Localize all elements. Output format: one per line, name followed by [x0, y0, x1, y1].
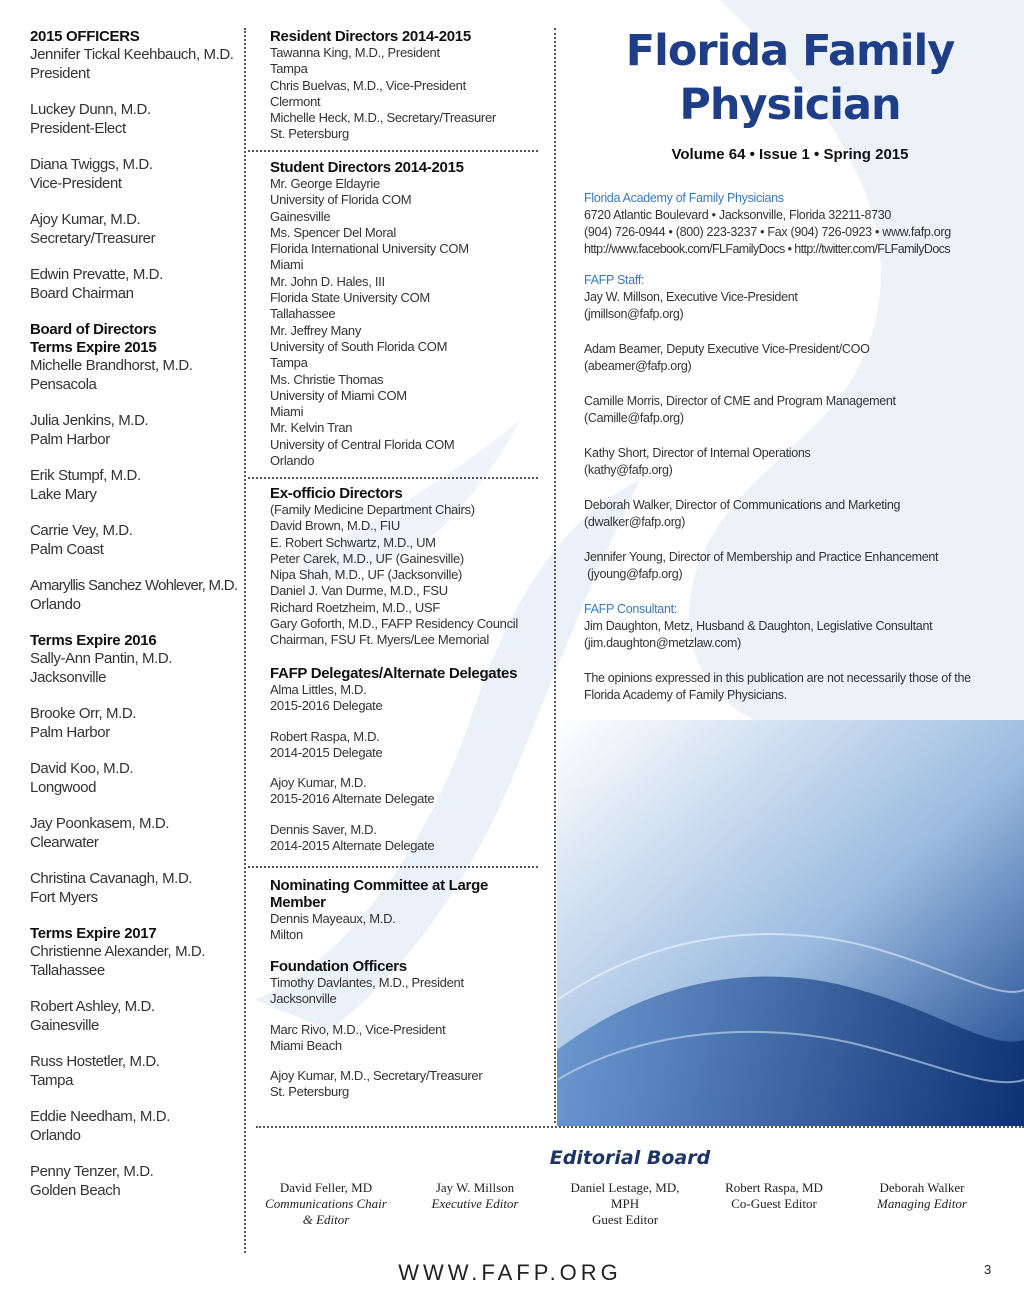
director-city: Tallahassee: [30, 961, 105, 979]
academy-address: 6720 Atlantic Boulevard • Jacksonville, Florida 32211-8730: [584, 208, 892, 222]
officer-block: [30, 211, 242, 248]
director-city: Longwood: [30, 778, 97, 796]
student-line: Tallahassee: [270, 306, 336, 322]
director-name: Carrie Vey, M.D.: [30, 522, 133, 539]
editor-jay-millson: [410, 1180, 540, 1212]
editor-role: & Editor: [302, 1212, 350, 1227]
director-name: Brooke Orr, M.D.: [30, 705, 137, 722]
foundation-city: Jacksonville: [270, 991, 337, 1007]
ex-officio-line: (Family Medicine Department Chairs): [270, 502, 475, 517]
resident-directors-heading: Resident Directors 2014-2015: [270, 28, 471, 45]
delegate-role: 2014-2015 Delegate: [270, 744, 383, 760]
resident-line: Tampa: [270, 61, 308, 77]
delegate-name: Dennis Saver, M.D.: [270, 821, 377, 837]
director-city: Pensacola: [30, 375, 97, 393]
nominating-heading: Nominating Committee at Large: [270, 877, 488, 894]
consultant-name: Jim Daughton, Metz, Husband & Daughton, Legislative Consultant: [584, 619, 933, 633]
academy-info-column: [584, 190, 1004, 704]
director-name: Robert Ashley, M.D.: [30, 998, 155, 1015]
director-block: [30, 998, 242, 1035]
student-line: Mr. George Eldayrie: [270, 176, 380, 191]
ex-officio-line: Gary Goforth, M.D., FAFP Residency Council: [270, 616, 518, 632]
editor-name: David Feller, MD: [279, 1180, 373, 1195]
middle-column-divider: [554, 28, 556, 1123]
officer-role: President-Elect: [30, 119, 126, 137]
director-block: [30, 412, 242, 449]
staff-email: (Camille@fafp.org): [584, 411, 684, 425]
editor-daniel-lestage: [556, 1180, 694, 1228]
student-line: Mr. Jeffrey Many: [270, 322, 362, 338]
director-block: [30, 815, 242, 852]
director-block: [30, 1108, 242, 1145]
ex-officio-line: Nipa Shah, M.D., UF (Jacksonville): [270, 567, 463, 583]
staff-email: (jmillson@fafp.org): [584, 307, 684, 321]
officer-name: Luckey Dunn, M.D.: [30, 101, 151, 118]
director-name: Michelle Brandhorst, M.D.: [30, 357, 193, 374]
magazine-title-line-2: Physician: [679, 80, 901, 130]
director-block: [30, 925, 242, 980]
nominating-section: [270, 877, 545, 944]
terms-heading: Terms Expire 2015: [30, 339, 157, 356]
resident-line: St. Petersburg: [270, 126, 349, 142]
page-number: 3: [984, 1262, 992, 1277]
director-block: [30, 870, 242, 907]
editor-role: MPH: [610, 1196, 640, 1211]
officers-directors-column: [30, 28, 242, 1200]
foundation-name: Timothy Davlantes, M.D., President: [270, 975, 464, 990]
academy-social: http://www.facebook.com/FLFamilyDocs • http://twitter.com/FLFamilyDocs: [584, 242, 950, 256]
volume-issue: Volume 64 • Issue 1 • Spring 2015: [671, 146, 909, 163]
director-name: Christina Cavanagh, M.D.: [30, 870, 193, 887]
staff-name: Camille Morris, Director of CME and Program Management: [584, 394, 896, 408]
consultant-email: (jim.daughton@metzlaw.com): [584, 636, 742, 650]
director-block: [30, 1163, 242, 1200]
student-line: Orlando: [270, 453, 315, 469]
officer-block: [30, 28, 242, 83]
resident-directors-section: [270, 28, 545, 143]
ex-officio-heading: Ex-officio Directors: [270, 485, 403, 502]
student-directors-section: [270, 159, 545, 469]
terms-heading: Terms Expire 2017: [30, 925, 157, 942]
staff-name: Adam Beamer, Deputy Executive Vice-President/COO: [584, 342, 870, 356]
director-block: [30, 321, 242, 394]
editor-deborah-walker: [856, 1180, 988, 1212]
director-name: Penny Tenzer, M.D.: [30, 1163, 154, 1180]
director-city: Orlando: [30, 1126, 81, 1144]
student-line: Gainesville: [270, 208, 331, 224]
foundation-name: Marc Rivo, M.D., Vice-President: [270, 1021, 446, 1037]
divider-after-delegates: [248, 866, 538, 868]
resident-line: Michelle Heck, M.D., Secretary/Treasurer: [270, 110, 496, 126]
staff-email: (abeamer@fafp.org): [584, 359, 692, 373]
student-line: University of Miami COM: [270, 387, 407, 403]
magazine-title-line-1: Florida Family: [625, 26, 955, 76]
director-name: Julia Jenkins, M.D.: [30, 412, 149, 429]
staff-name: Jennifer Young, Director of Membership and Practice Enhancement: [584, 550, 939, 564]
nominating-line: Milton: [270, 927, 303, 943]
resident-line: Tawanna King, M.D., President: [270, 45, 440, 60]
staff-name: Deborah Walker, Director of Communications and Marketing: [584, 498, 901, 512]
student-line: Florida International University COM: [270, 241, 469, 257]
ex-officio-line: David Brown, M.D., FIU: [270, 518, 400, 534]
director-name: David Koo, M.D.: [30, 760, 134, 777]
editor-role: Managing Editor: [877, 1196, 967, 1211]
officer-block: [30, 266, 242, 303]
officer-name: Diana Twiggs, M.D.: [30, 156, 153, 173]
officer-block: [30, 156, 242, 193]
ex-officio-section: [270, 485, 545, 649]
foundation-section: [270, 958, 545, 1101]
director-name: Erik Stumpf, M.D.: [30, 467, 141, 484]
delegate-name: Alma Littles, M.D.: [270, 682, 367, 697]
director-city: Orlando: [30, 595, 81, 613]
board-heading: Board of Directors: [30, 321, 157, 338]
staff-email: (kathy@fafp.org): [584, 463, 673, 477]
director-block: [30, 760, 242, 797]
officers-heading: 2015 OFFICERS: [30, 28, 140, 45]
editor-name: Daniel Lestage, MD,: [570, 1180, 680, 1195]
editor-david-feller: [250, 1180, 402, 1228]
director-block: [30, 705, 242, 742]
staff-email: (dwalker@fafp.org): [584, 515, 686, 529]
student-line: Miami: [270, 257, 304, 273]
delegates-section: [270, 665, 550, 854]
director-block: [30, 632, 242, 687]
resident-line: Clermont: [270, 93, 321, 109]
director-city: Fort Myers: [30, 888, 98, 906]
student-line: Ms. Spencer Del Moral: [270, 224, 396, 240]
officer-role: President: [30, 64, 90, 82]
delegates-heading: FAFP Delegates/Alternate Delegates: [270, 665, 518, 682]
director-name: Russ Hostetler, M.D.: [30, 1053, 160, 1070]
director-block: [30, 522, 242, 559]
student-line: University of Florida COM: [270, 192, 412, 208]
editor-name: Robert Raspa, MD: [725, 1180, 823, 1195]
director-block: [30, 467, 242, 504]
director-name: Eddie Needham, M.D.: [30, 1108, 170, 1125]
ex-officio-line: Peter Carek, M.D., UF (Gainesville): [270, 550, 464, 566]
editor-robert-raspa: [706, 1180, 842, 1212]
website-url: WWW.FAFP.ORG: [398, 1260, 622, 1285]
officer-role: Secretary/Treasurer: [30, 229, 156, 247]
director-city: Tampa: [30, 1071, 74, 1089]
resident-line: Chris Buelvas, M.D., Vice-President: [270, 77, 466, 93]
foundation-heading: Foundation Officers: [270, 958, 407, 975]
student-line: Florida State University COM: [270, 290, 430, 306]
student-line: Miami: [270, 404, 304, 420]
ex-officio-line: E. Robert Schwartz, M.D., UM: [270, 534, 436, 550]
delegate-name: Robert Raspa, M.D.: [270, 728, 380, 744]
staff-name: Kathy Short, Director of Internal Operations: [584, 446, 811, 460]
director-city: Lake Mary: [30, 485, 97, 503]
terms-heading: Terms Expire 2016: [30, 632, 157, 649]
staff-email: (jyoung@fafp.org): [584, 567, 683, 581]
academy-name: Florida Academy of Family Physicians: [584, 191, 784, 205]
delegate-role: 2015-2016 Delegate: [270, 698, 383, 714]
foundation-name: Ajoy Kumar, M.D., Secretary/Treasurer: [270, 1068, 483, 1084]
ex-officio-line: Daniel J. Van Durme, M.D., FSU: [270, 583, 448, 599]
director-name: Sally-Ann Pantin, M.D.: [30, 650, 173, 667]
officer-name: Jennifer Tickal Keehbauch, M.D.: [30, 46, 234, 63]
director-city: Palm Coast: [30, 540, 104, 558]
delegate-role: 2015-2016 Alternate Delegate: [270, 791, 435, 807]
nominating-line: Dennis Mayeaux, M.D.: [270, 911, 396, 926]
officer-role: Board Chairman: [30, 284, 134, 302]
student-line: Mr. John D. Hales, III: [270, 273, 385, 289]
divider-after-student: [248, 477, 538, 479]
nominating-heading-2: Member: [270, 894, 326, 911]
officer-name: Edwin Prevatte, M.D.: [30, 266, 163, 283]
director-city: Palm Harbor: [30, 430, 110, 448]
foundation-city: St. Petersburg: [270, 1084, 349, 1100]
staff-name: Jay W. Millson, Executive Vice-President: [584, 290, 798, 304]
editor-role: Co-Guest Editor: [731, 1196, 817, 1211]
divider-after-resident: [248, 150, 538, 152]
editor-role: Guest Editor: [591, 1212, 659, 1227]
academy-phones: (904) 726-0944 • (800) 223-3237 • Fax (904) 726-0923 • www.fafp.org: [584, 225, 951, 239]
student-line: University of Central Florida COM: [270, 436, 455, 452]
foundation-city: Miami Beach: [270, 1037, 342, 1053]
ex-officio-line: Chairman, FSU Ft. Myers/Lee Memorial: [270, 632, 489, 648]
disclaimer-line: The opinions expressed in this publication are not necessarily those of the: [584, 671, 971, 685]
student-line: University of South Florida COM: [270, 338, 448, 354]
director-city: Palm Harbor: [30, 723, 110, 741]
editor-name: Jay W. Millson: [435, 1180, 515, 1195]
staff-label: FAFP Staff:: [584, 273, 645, 287]
editor-name: Deborah Walker: [879, 1180, 965, 1195]
delegate-name: Ajoy Kumar, M.D.: [270, 775, 367, 791]
officer-block: [30, 101, 242, 138]
director-block: [30, 1053, 242, 1090]
student-line: Mr. Kelvin Tran: [270, 420, 353, 436]
disclaimer-line: Florida Academy of Family Physicians.: [584, 688, 787, 702]
director-city: Clearwater: [30, 833, 99, 851]
director-name: Jay Poonkasem, M.D.: [30, 815, 170, 832]
director-name: Amaryllis Sanchez Wohlever, M.D.: [30, 577, 238, 594]
student-line: Tampa: [270, 355, 308, 371]
director-block: [30, 577, 242, 614]
student-directors-heading: Student Directors 2014-2015: [270, 159, 464, 176]
editorial-board-title: Editorial Board: [549, 1147, 711, 1169]
director-city: Gainesville: [30, 1016, 99, 1034]
officer-role: Vice-President: [30, 174, 122, 192]
divider-above-editorial: [256, 1126, 1024, 1128]
student-line: Ms. Christie Thomas: [270, 371, 384, 387]
director-city: Golden Beach: [30, 1181, 121, 1199]
ex-officio-line: Richard Roetzheim, M.D., USF: [270, 599, 441, 615]
director-name: Christienne Alexander, M.D.: [30, 943, 206, 960]
consultant-label: FAFP Consultant:: [584, 602, 677, 616]
delegate-role: 2014-2015 Alternate Delegate: [270, 838, 435, 854]
masthead: [560, 24, 1020, 163]
left-column-divider: [244, 28, 246, 1253]
officer-name: Ajoy Kumar, M.D.: [30, 211, 141, 228]
editor-role: Executive Editor: [431, 1196, 519, 1211]
editor-role: Communications Chair: [265, 1196, 387, 1211]
director-city: Jacksonville: [30, 668, 107, 686]
committees-column: [270, 28, 545, 1100]
